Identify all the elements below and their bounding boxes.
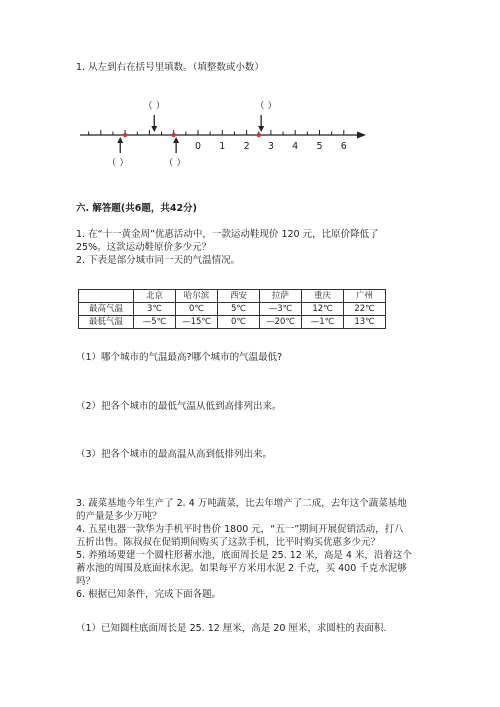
table-header-cell: 重庆 bbox=[302, 290, 344, 303]
problem-4-line-2: 五折出售。陈叔叔在促销期间购买了这款手机，比平时购买优惠多少元？ bbox=[76, 537, 381, 548]
table-header-cell: 西安 bbox=[218, 290, 260, 303]
table-cell: —20℃ bbox=[260, 316, 302, 329]
table-cell: —3℃ bbox=[260, 303, 302, 316]
answer-blank: （ ） bbox=[163, 158, 186, 169]
table-row bbox=[79, 316, 386, 329]
sub-question-1: （1）哪个城市的气温最高?哪个城市的气温最低? bbox=[76, 352, 283, 363]
marked-point bbox=[123, 133, 127, 137]
problem-3-line-2: 的产量是多少万吨？ bbox=[76, 511, 162, 522]
problem-6: 6. 根据已知条件，完成下面各题。 bbox=[76, 589, 222, 600]
problem-4-line-1: 4. 五星电器一款华为手机平时售价 1800 元，“五一”期间开展促销活动，打八 bbox=[76, 524, 404, 535]
sub-question-3: （3）把各个城市的最高温从高到低排列出来。 bbox=[76, 449, 273, 460]
arrow-down-icon bbox=[151, 126, 157, 132]
tick-label: 6 bbox=[340, 141, 347, 152]
problem-3-line-1: 3. 蔬菜基地今年生产了 2. 4 万吨蔬菜，比去年增产了二成，去年这个蔬菜基地 bbox=[76, 498, 407, 509]
table-cell: 0℃ bbox=[218, 316, 260, 329]
arrow-up-icon bbox=[117, 137, 123, 143]
table-cell: 13℃ bbox=[344, 316, 386, 329]
table-corner-cell bbox=[79, 290, 134, 303]
table-cell: 5℃ bbox=[218, 303, 260, 316]
table-cell: 3℃ bbox=[134, 303, 176, 316]
answer-blank: （ ） bbox=[106, 158, 129, 169]
tick-label: 4 bbox=[292, 141, 299, 152]
table-header-cell: 北京 bbox=[134, 290, 176, 303]
table-header-cell: 拉萨 bbox=[260, 290, 302, 303]
table-header-cell: 哈尔滨 bbox=[176, 290, 218, 303]
section-6-title: 六. 解答题(共6题，共42分) bbox=[76, 203, 197, 214]
sub-question-2: （2）把各个城市的最低气温从低到高排列出来。 bbox=[76, 401, 282, 412]
tick-label: 3 bbox=[267, 141, 274, 152]
answer-blank: （ ） bbox=[255, 101, 278, 112]
table-row bbox=[79, 303, 386, 316]
table-cell: 22℃ bbox=[344, 303, 386, 316]
tick-label: 5 bbox=[316, 141, 323, 152]
table-cell: 12℃ bbox=[302, 303, 344, 316]
table-cell: —15℃ bbox=[176, 316, 218, 329]
answer-blank: （ ） bbox=[143, 101, 166, 112]
arrow-up-icon bbox=[173, 137, 179, 143]
sub-question-6-1: （1）已知圆柱底面周长是 25. 12 厘米，高是 20 厘米，求圆柱的表面积. bbox=[76, 623, 387, 634]
temperature-table bbox=[78, 289, 386, 329]
axis-arrow-icon bbox=[357, 132, 366, 139]
tick-label: 1 bbox=[219, 141, 226, 152]
problem-5-line-1: 5. 养殖场要建一个圆柱形蓄水池，底面周长是 25. 12 米，高是 4 米，沿着这个 bbox=[76, 550, 412, 561]
marked-point bbox=[172, 133, 176, 137]
table-cell: 0℃ bbox=[176, 303, 218, 316]
problem-5-line-3: 吗？ bbox=[76, 576, 96, 587]
table-cell: —1℃ bbox=[302, 316, 344, 329]
table-cell: —5℃ bbox=[134, 316, 176, 329]
tick-label: 0 bbox=[194, 141, 202, 152]
table-header-row bbox=[79, 290, 386, 303]
question-1: 1. 从左到右在括号里填数。（填整数或小数） bbox=[76, 62, 264, 73]
number-line-figure bbox=[0, 95, 500, 175]
marked-point bbox=[257, 133, 261, 137]
problem-2: 2. 下表是部分城市同一天的气温情况。 bbox=[76, 255, 241, 266]
problem-1-line-1: 1. 在“十一黄金周”优惠活动中，一款运动鞋现价 120 元，比原价降低了 bbox=[76, 229, 379, 240]
table-header-cell: 广州 bbox=[344, 290, 386, 303]
tick-label: 2 bbox=[243, 141, 250, 152]
arrow-down-icon bbox=[258, 126, 264, 132]
row-label: 最低气温 bbox=[79, 316, 134, 329]
row-label: 最高气温 bbox=[79, 303, 134, 316]
problem-1-line-2: 25%。这款运动鞋原价多少元？ bbox=[76, 242, 212, 253]
problem-5-line-2: 蓄水池的周围及底面抹水泥。如果每平方米用水泥 2 千克，买 400 千克水泥够 bbox=[76, 563, 407, 574]
